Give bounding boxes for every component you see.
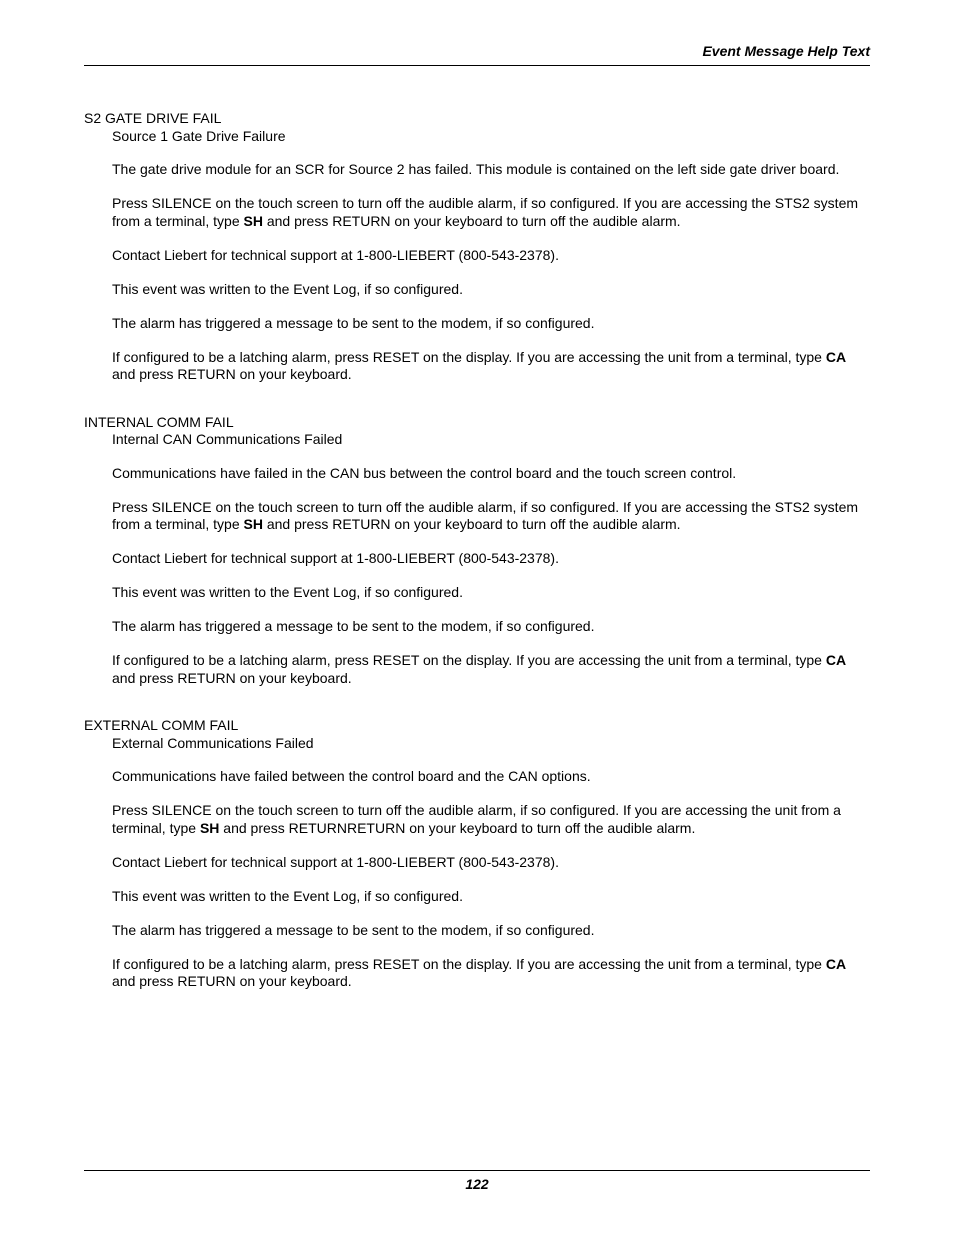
event-name: INTERNAL COMM FAIL — [84, 413, 234, 430]
sh-command: SH — [243, 212, 263, 229]
event-description: Communications have failed between the control board and the CAN options. — [112, 768, 591, 784]
header-rule — [84, 65, 870, 66]
footer-rule — [84, 1170, 870, 1171]
ca-command: CA — [825, 652, 847, 668]
silence-instructions: Press SILENCE on the touch screen to turn off the audible alarm, if so configured. If you are accessing the STS2 system from a terminal, type SH and press RETURN on your keyboard to turn off the audible alarm. — [112, 195, 859, 229]
support-contact: Contact Liebert for technical support at 1-800-LIEBERT (800-543-2378). — [112, 246, 559, 263]
event-entry-external-comm-fail — [84, 717, 870, 991]
event-name: EXTERNAL COMM FAIL — [84, 717, 239, 733]
support-contact: Contact Liebert for technical support at 1-800-LIEBERT (800-543-2378). — [112, 853, 559, 870]
page-content — [84, 110, 870, 1021]
event-subtitle: Source 1 Gate Drive Failure — [112, 127, 286, 144]
event-log-note: This event was written to the Event Log, if so configured. — [112, 280, 463, 297]
silence-instructions: Press SILENCE on the touch screen to turn off the audible alarm, if so configured. If you are accessing the STS2 system from a terminal, type SH and press RETURN on your keyboard to turn off the audible alarm. — [112, 498, 859, 532]
page-number: 122 — [465, 1176, 489, 1192]
ca-command: CA — [825, 955, 847, 972]
modem-note: The alarm has triggered a message to be sent to the modem, if so configured. — [112, 618, 595, 634]
event-log-note: This event was written to the Event Log, if so configured. — [112, 584, 463, 600]
reset-instructions: If configured to be a latching alarm, press RESET on the display. If you are accessing the unit from a terminal, type CA and press RETURN on your keyboard. — [112, 652, 847, 686]
modem-note: The alarm has triggered a message to be sent to the modem, if so configured. — [112, 921, 595, 938]
silence-instructions: Press SILENCE on the touch screen to turn off the audible alarm, if so configured. If you are accessing the unit from a terminal, type SH and press RETURNRETURN on your keyboard to turn off the audible alarm. — [112, 802, 841, 836]
event-subtitle: External Communications Failed — [112, 734, 314, 751]
event-subtitle: Internal CAN Communications Failed — [112, 431, 343, 447]
event-log-note: This event was written to the Event Log, if so configured. — [112, 887, 463, 904]
ca-command: CA — [825, 348, 847, 365]
support-contact: Contact Liebert for technical support at 1-800-LIEBERT (800-543-2378). — [112, 550, 559, 566]
reset-instructions: If configured to be a latching alarm, press RESET on the display. If you are accessing the unit from a terminal, type CA and press RETURN on your keyboard. — [112, 348, 847, 382]
modem-note: The alarm has triggered a message to be sent to the modem, if so configured. — [112, 314, 595, 331]
event-entry-s2-gate-drive-fail — [84, 110, 870, 384]
page-header-title: Event Message Help Text — [702, 43, 870, 59]
sh-command: SH — [199, 819, 220, 836]
sh-command: SH — [243, 516, 263, 532]
event-description: Communications have failed in the CAN bus between the control board and the touch screen control. — [112, 464, 737, 481]
reset-instructions: If configured to be a latching alarm, press RESET on the display. If you are accessing the unit from a terminal, type CA and press RETURN on your keyboard. — [112, 955, 847, 989]
event-name: S2 GATE DRIVE FAIL — [84, 110, 222, 126]
event-entry-internal-comm-fail — [84, 414, 870, 688]
event-description: The gate drive module for an SCR for Source 2 has failed. This module is contained on the left side gate driver board. — [112, 161, 840, 177]
